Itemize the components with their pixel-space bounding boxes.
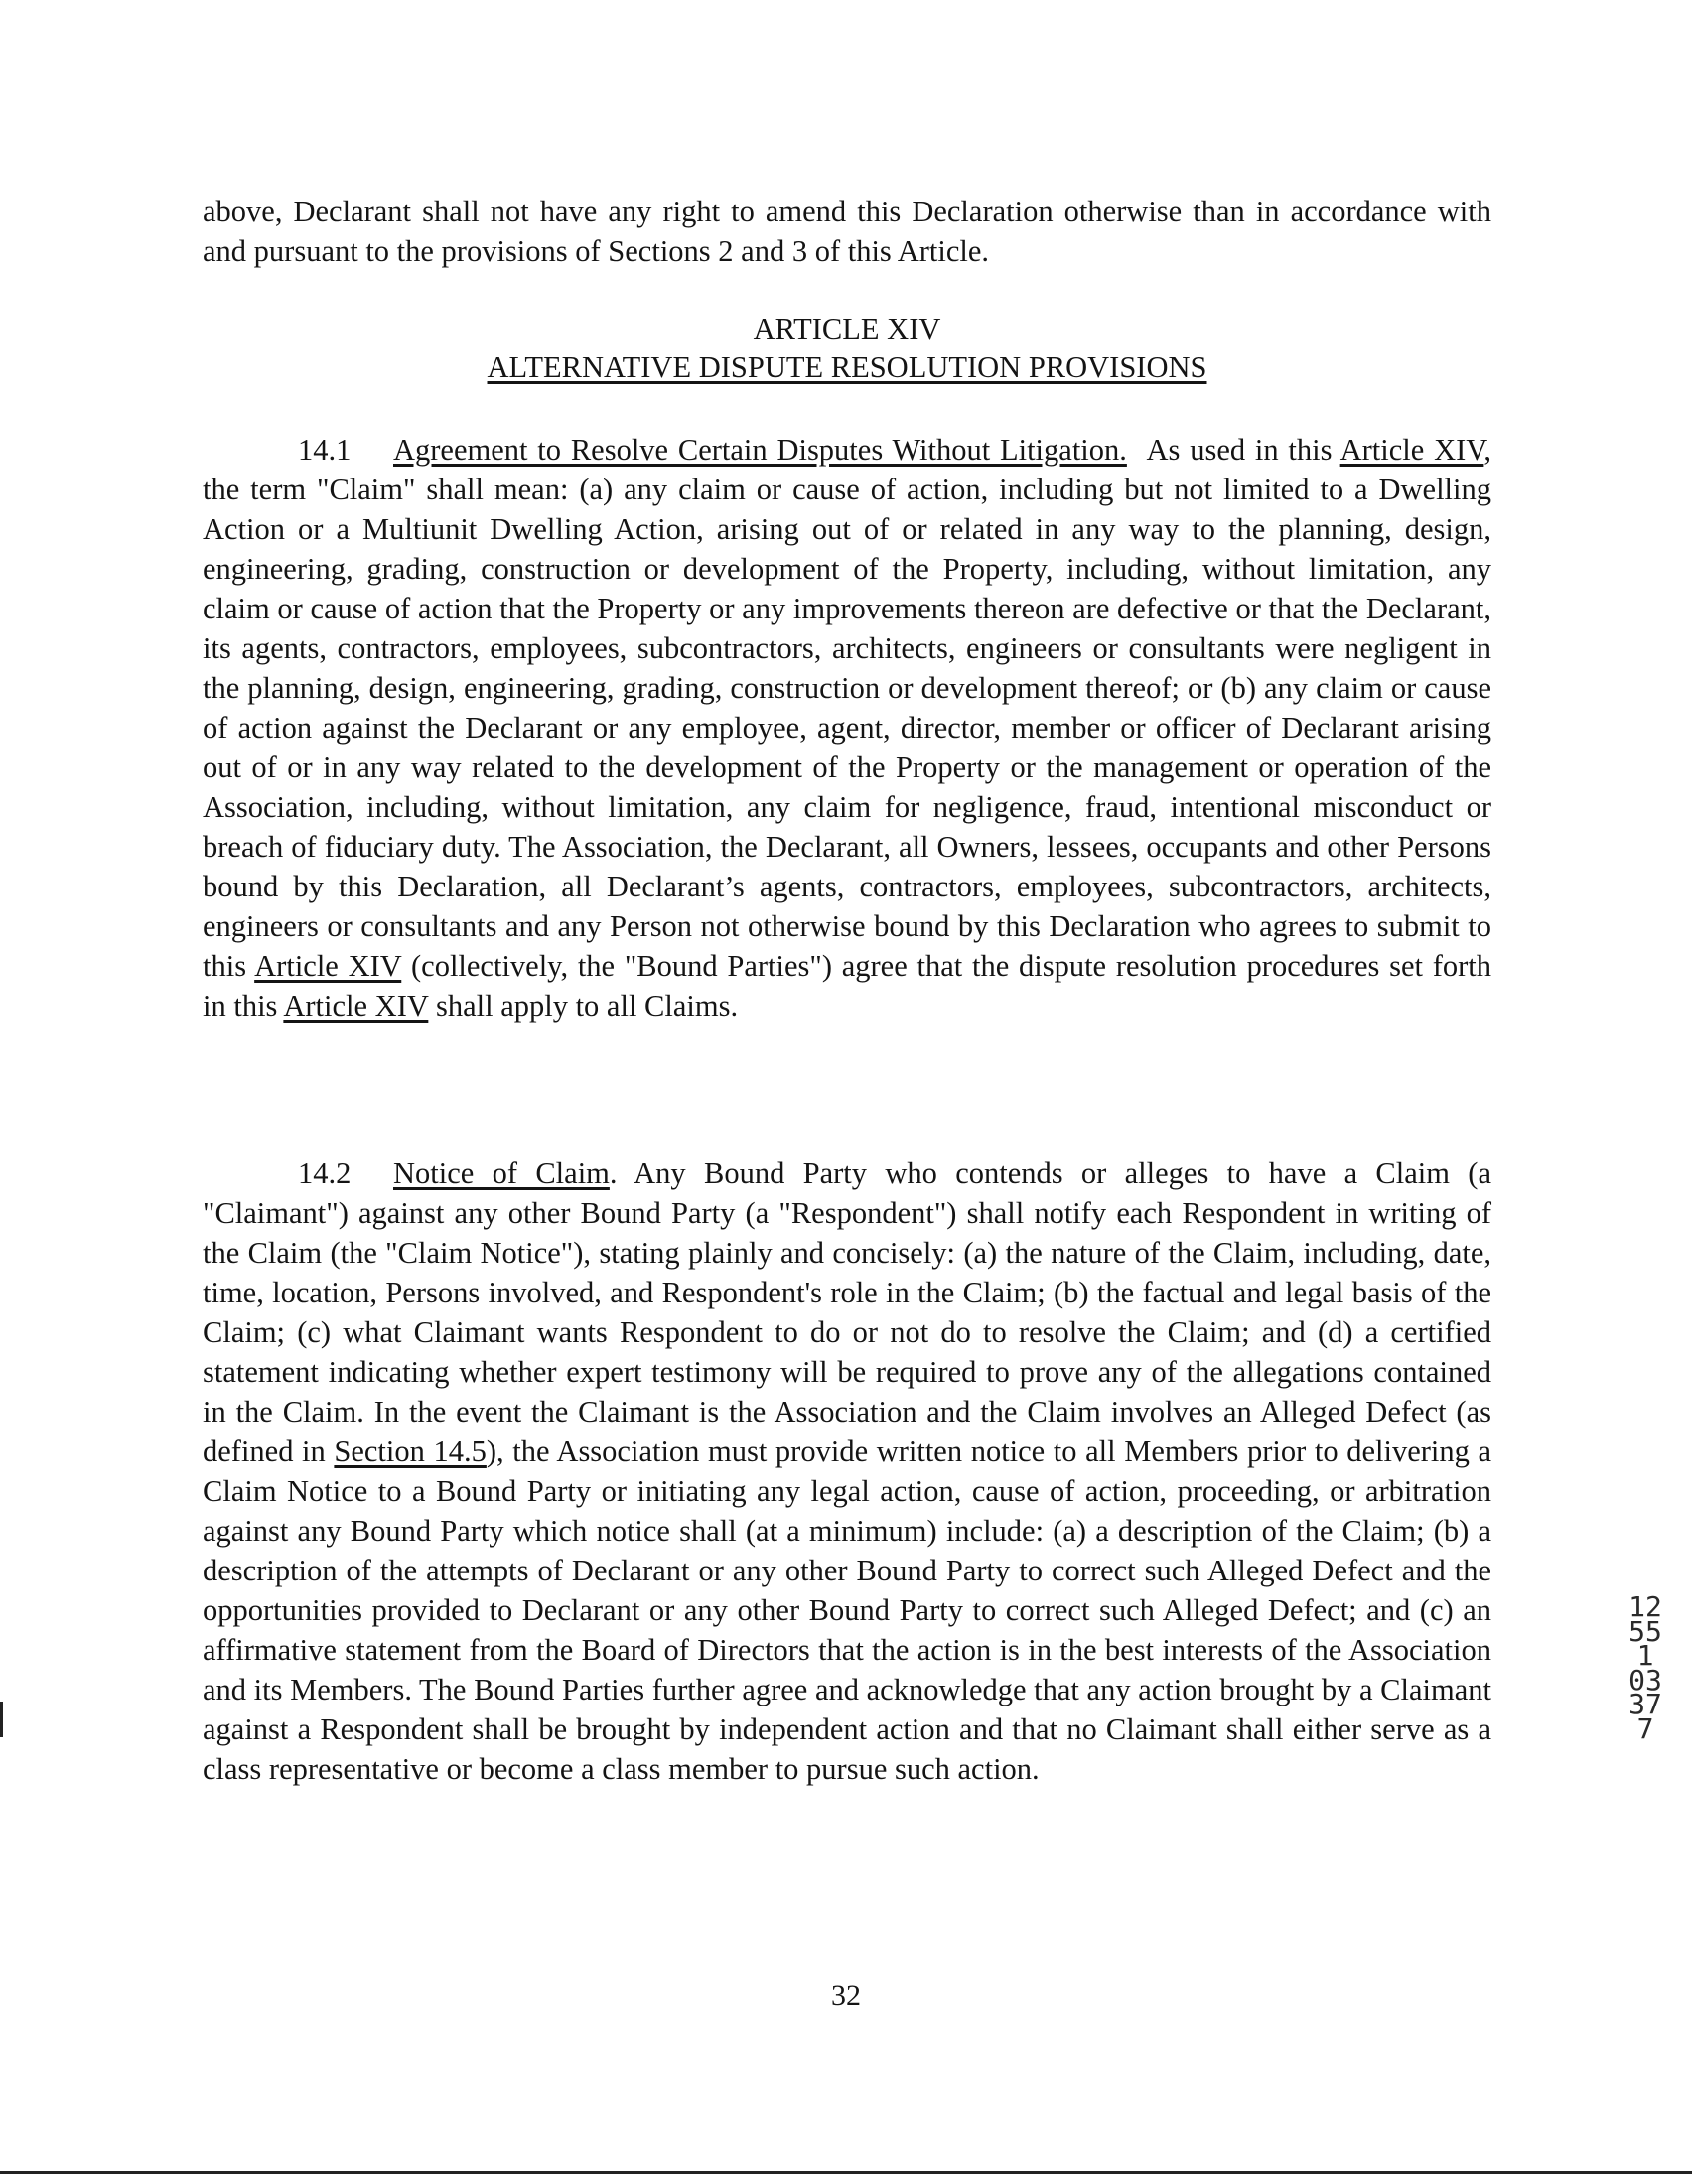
section-heading: Agreement to Resolve Certain Disputes Without Litigation. — [393, 433, 1127, 467]
article-reference: Article XIV — [254, 949, 402, 983]
page-number: 32 — [831, 1979, 861, 2012]
article-reference: Article XIV — [1340, 433, 1484, 467]
section-number: 14.2 — [298, 1157, 352, 1190]
margin-stamp: 12551 03377 — [1628, 1590, 1662, 1745]
section-text: ), the Association must provide written notice to all Members prior to delivering a Claim Notice to a Bound Party or initiating any legal action, cause of action, proceeding, or arbitration against any Bound Party which notice shall (at a minimum) include: (a) a description of the Claim; (b) a description of the attempts of Declarant or any other Bound Party to correct such Alleged Defect and the opportunities provided to Declarant or any other Bound Party to correct such Alleged Defect; and (c) an affirmative statement from the Board of Directors that the action is in the best interests of the Association and its Members. The Bound Parties further agree and acknowledge that any action brought by a Claimant against a Respondent shall be brought by independent action and that no Claimant shall either serve as a class representative or become a class member to pursue such action. — [203, 1434, 1491, 1786]
section-text: shall apply to all Claims. — [435, 989, 739, 1023]
section-text: (collectively, the "Bound Parties") agree that the dispute resolution procedures set forth in this — [203, 949, 1492, 1023]
section-number: 14.1 — [298, 433, 352, 467]
section-text: , the term "Claim" shall mean: (a) any claim or cause of action, including but not limited to a Dwelling Action or a Multiunit Dwelling Action, arising out of or related in any way to the planning, design, engineering, grading, construction or development of the Property, including, without limitation, any claim or cause of action that the Property or any improvements thereon are defective or that the Declarant, its agents, contractors, employees, subcontractors, architects, engineers or consultants were negligent in the planning, design, engineering, grading, construction or development thereof; or (b) any claim or cause of action against the Declarant or any employee, agent, director, member or officer of Declarant arising out of or in any way related to the development of the Property or the management or operation of the Association, including, without limitation, any claim for negligence, fraud, intentional misconduct or breach of fiduciary duty. The Association, the Declarant, all Owners, lessees, occupants and other Persons bound by this Declaration, all Declarant’s agents, contractors, employees, subcontractors, architects, engineers or consultants and any Person not otherwise bound by this Declaration who agrees to submit to this — [203, 433, 1492, 983]
intro-paragraph: above, Declarant shall not have any right to amend this Declaration otherwise than in accordance with and pursuant to the provisions of Sections 2 and 3 of this Article. — [203, 195, 1491, 268]
article-number: ARTICLE XIV — [753, 312, 941, 345]
section-text: As used in this — [1146, 433, 1333, 467]
section-14-2 — [203, 1154, 1491, 1789]
section-text: . Any Bound Party who contends or alleges to have a Claim (a "Claimant") against any other Bound Party (a "Respondent") shall notify each Respondent in writing of the Claim (the "Claim Notice"), stating plainly and concisely: (a) the nature of the Claim, including, date, time, location, Persons involved, and Respondent's role in the Claim; (b) the factual and legal basis of the Claim; (c) what Claimant wants Respondent to do or not do to resolve the Claim; and (d) a certified statement indicating whether expert testimony will be required to prove any of the allegations contained in the Claim. In the event the Claimant is the Association and the Claim involves an Alleged Defect (as defined in — [203, 1157, 1491, 1468]
section-reference: Section 14.5 — [334, 1434, 487, 1468]
article-title: ALTERNATIVE DISPUTE RESOLUTION PROVISIONS — [487, 350, 1207, 384]
section-14-1 — [203, 430, 1491, 1025]
scan-bottom-border — [0, 2171, 1692, 2174]
section-heading: Notice of Claim — [393, 1157, 610, 1190]
article-reference: Article XIV — [283, 989, 429, 1023]
scan-edge-mark — [0, 1702, 3, 1737]
